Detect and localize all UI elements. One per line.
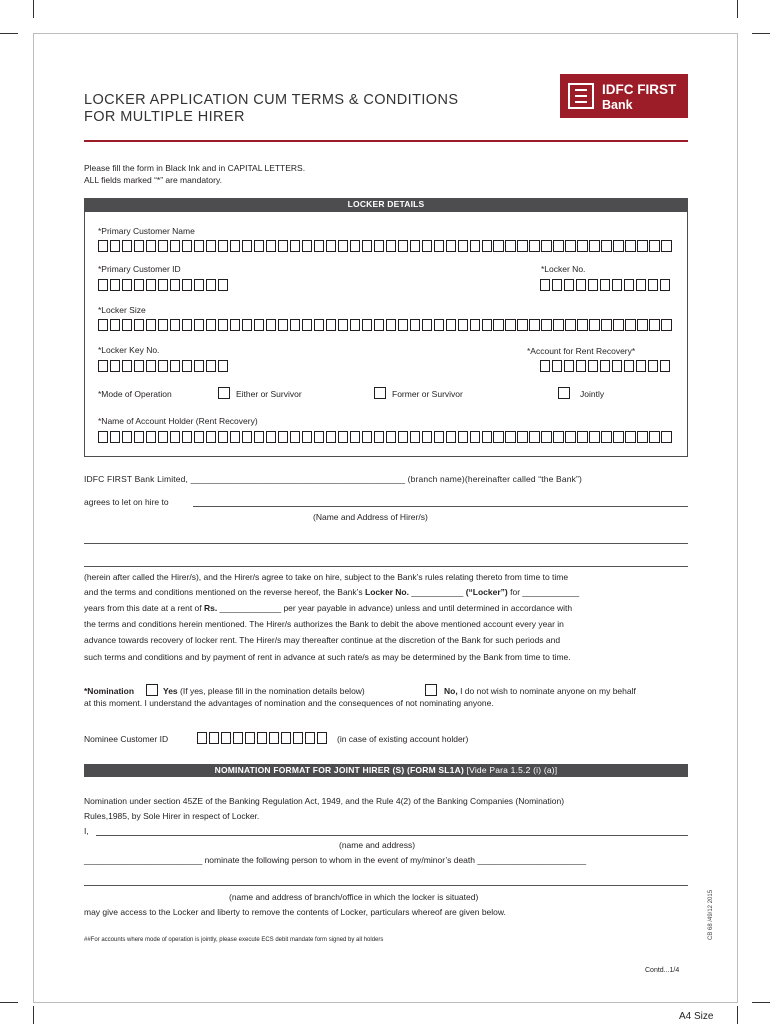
char-box[interactable] <box>625 431 635 443</box>
char-box[interactable] <box>254 431 264 443</box>
logo-text-line1: IDFC FIRST <box>602 82 677 97</box>
char-box[interactable] <box>540 360 550 372</box>
name-address-caption: (name and address) <box>339 840 416 850</box>
char-box[interactable] <box>209 732 219 744</box>
char-box[interactable] <box>493 431 503 443</box>
char-box[interactable] <box>134 279 144 291</box>
char-box[interactable] <box>601 431 611 443</box>
char-box[interactable] <box>637 319 647 331</box>
agreement-para-line1: (herein after called the Hirer/s), and the Hirer/s agree to take on hire, subject to the Bank’s rules relating thereto from time to time <box>84 572 569 582</box>
char-box[interactable] <box>565 240 575 252</box>
hirer-address-line-2[interactable] <box>84 566 688 567</box>
nomination-yes-text: (If yes, please fill in the nomination details below) <box>180 686 365 696</box>
nomination-format-line1: Nomination under section 45ZE of the Banking Regulation Act, 1949, and the Rule 4(2) of the Banking Companies (Nomination) <box>84 796 565 806</box>
mode-of-operation-label: *Mode of Operation <box>98 389 172 399</box>
char-box[interactable] <box>600 360 610 372</box>
char-box[interactable] <box>410 319 420 331</box>
char-box[interactable] <box>553 431 563 443</box>
char-box[interactable] <box>613 319 623 331</box>
char-box[interactable] <box>170 279 180 291</box>
nominee-blank[interactable]: _________________________ <box>84 855 203 865</box>
char-box[interactable] <box>134 319 144 331</box>
char-box[interactable] <box>182 360 192 372</box>
char-box[interactable] <box>422 431 432 443</box>
char-box[interactable] <box>470 240 480 252</box>
char-box[interactable] <box>110 360 120 372</box>
nomination-format-title: NOMINATION FORMAT FOR JOINT HIRER (S) (FORM SL1A) <box>214 765 464 775</box>
crop-mark <box>33 1006 34 1024</box>
char-box[interactable] <box>206 360 216 372</box>
page-marker: Contd...1/4 <box>645 967 680 974</box>
nominee-customer-id-input[interactable] <box>197 732 329 744</box>
char-box[interactable] <box>194 360 204 372</box>
char-box[interactable] <box>493 319 503 331</box>
char-box[interactable] <box>338 319 348 331</box>
hire-years-blank[interactable]: for ____________ <box>510 587 580 597</box>
char-box[interactable] <box>612 279 622 291</box>
char-box[interactable] <box>146 360 156 372</box>
nomination-format-heading <box>84 764 688 777</box>
locker-size-label: *Locker Size <box>98 305 146 315</box>
char-box[interactable] <box>589 431 599 443</box>
char-box[interactable] <box>281 732 291 744</box>
char-box[interactable] <box>601 319 611 331</box>
char-box[interactable] <box>290 319 300 331</box>
char-box[interactable] <box>170 240 180 252</box>
locker-size-input[interactable] <box>98 319 673 331</box>
char-box[interactable] <box>254 319 264 331</box>
char-box[interactable] <box>565 431 575 443</box>
char-box[interactable] <box>541 240 551 252</box>
char-box[interactable] <box>134 360 144 372</box>
char-box[interactable] <box>552 279 562 291</box>
char-box[interactable] <box>194 240 204 252</box>
nomination-yes-line <box>163 686 365 697</box>
char-box[interactable] <box>218 431 228 443</box>
locker-no-bold: Locker No. <box>365 587 409 597</box>
locker-no-input[interactable] <box>540 279 672 291</box>
form-code: CB 68 /49/12 2015 <box>708 889 714 940</box>
char-box[interactable] <box>230 240 240 252</box>
char-box[interactable] <box>589 319 599 331</box>
char-box[interactable] <box>230 431 240 443</box>
char-box[interactable] <box>221 732 231 744</box>
char-box[interactable] <box>529 240 539 252</box>
nominee-customer-id-hint: (in case of existing account holder) <box>337 734 469 744</box>
char-box[interactable] <box>170 360 180 372</box>
char-box[interactable] <box>290 431 300 443</box>
nominate-text: nominate the following person to whom in the event of my/minor’s death <box>204 855 475 865</box>
char-box[interactable] <box>314 431 324 443</box>
char-box[interactable] <box>446 240 456 252</box>
char-box[interactable] <box>564 279 574 291</box>
nomination-label: *Nomination <box>84 686 135 696</box>
char-box[interactable] <box>266 319 276 331</box>
char-box[interactable] <box>98 279 108 291</box>
char-box[interactable] <box>434 240 444 252</box>
char-box[interactable] <box>158 360 168 372</box>
locker-key-no-input[interactable] <box>98 360 230 372</box>
char-box[interactable] <box>446 319 456 331</box>
instruction-line1: Please fill the form in Black Ink and in CAPITAL LETTERS. <box>84 163 306 173</box>
nominator-name-line[interactable] <box>96 835 688 836</box>
char-box[interactable] <box>302 240 312 252</box>
char-box[interactable] <box>648 360 658 372</box>
char-box[interactable] <box>278 240 288 252</box>
char-box[interactable] <box>206 240 216 252</box>
char-box[interactable] <box>410 431 420 443</box>
rent-amount-blank[interactable]: _____________ per year payable in advance) unless and until determined in accordance with <box>219 603 573 613</box>
char-box[interactable] <box>661 319 671 331</box>
char-box[interactable] <box>293 732 303 744</box>
char-box[interactable] <box>517 240 527 252</box>
char-box[interactable] <box>362 431 372 443</box>
char-box[interactable] <box>233 732 243 744</box>
char-box[interactable] <box>134 240 144 252</box>
char-box[interactable] <box>470 319 480 331</box>
char-box[interactable] <box>338 431 348 443</box>
char-box[interactable] <box>374 319 384 331</box>
form-title <box>84 92 458 126</box>
char-box[interactable] <box>624 279 634 291</box>
char-box[interactable] <box>317 732 327 744</box>
size-label: A4 Size <box>679 1011 714 1022</box>
char-box[interactable] <box>458 431 468 443</box>
char-box[interactable] <box>266 240 276 252</box>
either-or-survivor-label: Either or Survivor <box>236 389 302 399</box>
agreement-para-line2 <box>84 587 579 598</box>
jointly-checkbox[interactable] <box>558 387 570 399</box>
crop-mark <box>737 0 738 18</box>
char-box[interactable] <box>350 319 360 331</box>
char-box[interactable] <box>98 319 108 331</box>
char-box[interactable] <box>206 431 216 443</box>
hirer-name-line[interactable] <box>193 506 688 507</box>
char-box[interactable] <box>122 431 132 443</box>
char-box[interactable] <box>470 431 480 443</box>
char-box[interactable] <box>278 431 288 443</box>
char-box[interactable] <box>625 240 635 252</box>
char-box[interactable] <box>110 319 120 331</box>
account-holder-name-input[interactable] <box>98 431 673 443</box>
nomination-line2: at this moment. I understand the advantages of nomination and the consequences of not nominating anyone. <box>84 698 494 708</box>
char-box[interactable] <box>482 319 492 331</box>
char-box[interactable] <box>637 240 647 252</box>
char-box[interactable] <box>576 279 586 291</box>
char-box[interactable] <box>649 240 659 252</box>
char-box[interactable] <box>482 240 492 252</box>
nomination-no-checkbox[interactable] <box>425 684 437 696</box>
char-box[interactable] <box>564 360 574 372</box>
primary-customer-name-label: *Primary Customer Name <box>98 226 195 236</box>
char-box[interactable] <box>517 431 527 443</box>
char-box[interactable] <box>482 431 492 443</box>
char-box[interactable] <box>422 319 432 331</box>
char-box[interactable] <box>386 431 396 443</box>
form-title-line2: FOR MULTIPLE HIRER <box>84 109 245 125</box>
char-box[interactable] <box>338 240 348 252</box>
char-box[interactable] <box>637 431 647 443</box>
hirer-name-caption: (Name and Address of Hirer/s) <box>313 512 428 522</box>
char-box[interactable] <box>624 360 634 372</box>
char-box[interactable] <box>326 431 336 443</box>
account-rent-recovery-input[interactable] <box>540 360 672 372</box>
char-box[interactable] <box>577 319 587 331</box>
char-box[interactable] <box>146 279 156 291</box>
char-box[interactable] <box>458 319 468 331</box>
char-box[interactable] <box>517 319 527 331</box>
crop-mark <box>752 1002 770 1003</box>
char-box[interactable] <box>398 319 408 331</box>
char-box[interactable] <box>505 319 515 331</box>
char-box[interactable] <box>206 319 216 331</box>
branch-blank[interactable]: _______________________ <box>477 855 587 865</box>
primary-customer-name-input[interactable] <box>98 240 673 252</box>
char-box[interactable] <box>218 360 228 372</box>
footnote: ##For accounts where mode of operation is jointly, please execute ECS debit mandate form signed by all holders <box>84 937 384 943</box>
char-box[interactable] <box>386 240 396 252</box>
account-rent-recovery-label: *Account for Rent Recovery* <box>527 346 636 356</box>
char-box[interactable] <box>540 279 550 291</box>
char-box[interactable] <box>565 319 575 331</box>
char-box[interactable] <box>266 431 276 443</box>
former-or-survivor-label: Former or Survivor <box>392 389 463 399</box>
char-box[interactable] <box>158 431 168 443</box>
char-box[interactable] <box>278 319 288 331</box>
char-box[interactable] <box>600 279 610 291</box>
instruction-line2: ALL fields marked “*” are mandatory. <box>84 175 222 185</box>
logo-text-line2: Bank <box>602 98 633 112</box>
char-box[interactable] <box>589 240 599 252</box>
primary-customer-id-input[interactable] <box>98 279 230 291</box>
char-box[interactable] <box>182 319 192 331</box>
logo-mark-icon <box>568 83 594 109</box>
agrees-to-let-label: agrees to let on hire to <box>84 497 169 507</box>
char-box[interactable] <box>218 240 228 252</box>
char-box[interactable] <box>305 732 315 744</box>
char-box[interactable] <box>302 319 312 331</box>
char-box[interactable] <box>661 240 671 252</box>
char-box[interactable] <box>242 431 252 443</box>
char-box[interactable] <box>458 240 468 252</box>
char-box[interactable] <box>434 431 444 443</box>
nomination-format-ref: [Vide Para 1.5.2 (i) (a)] <box>466 765 558 775</box>
char-box[interactable] <box>269 732 279 744</box>
char-box[interactable] <box>613 431 623 443</box>
char-box[interactable] <box>446 431 456 443</box>
char-box[interactable] <box>601 240 611 252</box>
char-box[interactable] <box>326 319 336 331</box>
char-box[interactable] <box>182 240 192 252</box>
char-box[interactable] <box>422 240 432 252</box>
char-box[interactable] <box>577 431 587 443</box>
agreement-para-line3 <box>84 603 572 614</box>
account-holder-name-label: *Name of Account Holder (Rent Recovery) <box>98 416 258 426</box>
char-box[interactable] <box>146 431 156 443</box>
branch-address-caption: (name and address of branch/office in which the locker is situated) <box>229 892 479 902</box>
branch-address-line[interactable] <box>84 885 688 886</box>
agreement-text: years from this date at a rent of <box>84 603 202 613</box>
char-box[interactable] <box>612 360 622 372</box>
char-box[interactable] <box>588 360 598 372</box>
char-box[interactable] <box>374 431 384 443</box>
char-box[interactable] <box>314 319 324 331</box>
crop-mark <box>737 1006 738 1024</box>
char-box[interactable] <box>505 240 515 252</box>
char-box[interactable] <box>636 279 646 291</box>
char-box[interactable] <box>98 240 108 252</box>
char-box[interactable] <box>146 319 156 331</box>
char-box[interactable] <box>625 319 635 331</box>
char-box[interactable] <box>588 279 598 291</box>
nomination-format-i: I, <box>84 826 89 836</box>
char-box[interactable] <box>206 279 216 291</box>
locker-access-line: may give access to the Locker and liberty to remove the contents of Locker, particulars whereof are given below. <box>84 907 506 917</box>
char-box[interactable] <box>110 240 120 252</box>
char-box[interactable] <box>434 319 444 331</box>
char-box[interactable] <box>170 431 180 443</box>
locker-no-blank[interactable]: ___________ <box>411 587 464 597</box>
nomination-no-text: I do not wish to nominate anyone on my behalf <box>460 686 636 696</box>
char-box[interactable] <box>245 732 255 744</box>
char-box[interactable] <box>218 279 228 291</box>
agreement-para-line5: advance towards recovery of locker rent. The Hirer/s may thereafter continue at the discretion of the Bank for such periods and <box>84 635 561 645</box>
char-box[interactable] <box>158 279 168 291</box>
nomination-no-label: No, <box>444 686 458 696</box>
bank-logo <box>560 74 688 118</box>
char-box[interactable] <box>636 360 646 372</box>
char-box[interactable] <box>110 431 120 443</box>
char-box[interactable] <box>541 431 551 443</box>
char-box[interactable] <box>242 319 252 331</box>
char-box[interactable] <box>218 319 228 331</box>
either-or-survivor-checkbox[interactable] <box>218 387 230 399</box>
bank-branch-line: IDFC FIRST Bank Limited, ____________________________________________ (branch name)(hereinafter called “the Bank”) <box>84 474 582 484</box>
former-or-survivor-checkbox[interactable] <box>374 387 386 399</box>
char-box[interactable] <box>146 240 156 252</box>
char-box[interactable] <box>613 240 623 252</box>
char-box[interactable] <box>529 431 539 443</box>
char-box[interactable] <box>577 240 587 252</box>
char-box[interactable] <box>493 240 503 252</box>
locker-no-label: *Locker No. <box>541 264 586 274</box>
nomination-no-line <box>444 686 636 697</box>
agreement-text: and the terms and conditions mentioned on the reverse hereof, the Bank’s <box>84 587 363 597</box>
char-box[interactable] <box>122 360 132 372</box>
char-box[interactable] <box>290 240 300 252</box>
crop-mark <box>0 33 18 34</box>
char-box[interactable] <box>350 431 360 443</box>
jointly-label: Jointly <box>580 389 605 399</box>
char-box[interactable] <box>541 319 551 331</box>
char-box[interactable] <box>505 431 515 443</box>
agreement-para-line6: such terms and conditions and by payment of rent in advance at such rate/s as may be determined by the Bank from time to time. <box>84 652 571 662</box>
nomination-format-line2: Rules,1985, by Sole Hirer in respect of Locker. <box>84 811 260 821</box>
char-box[interactable] <box>326 240 336 252</box>
char-box[interactable] <box>194 279 204 291</box>
char-box[interactable] <box>194 431 204 443</box>
char-box[interactable] <box>398 431 408 443</box>
char-box[interactable] <box>194 319 204 331</box>
hirer-address-line-1[interactable] <box>84 543 688 544</box>
form-title-line1: LOCKER APPLICATION CUM TERMS & CONDITIONS <box>84 92 459 108</box>
char-box[interactable] <box>98 360 108 372</box>
nomination-yes-checkbox[interactable] <box>146 684 158 696</box>
char-box[interactable] <box>197 732 207 744</box>
char-box[interactable] <box>553 240 563 252</box>
nominate-line <box>84 855 586 866</box>
char-box[interactable] <box>110 279 120 291</box>
char-box[interactable] <box>576 360 586 372</box>
rupees-bold: Rs. <box>204 603 218 613</box>
char-box[interactable] <box>553 319 563 331</box>
char-box[interactable] <box>660 360 670 372</box>
char-box[interactable] <box>302 431 312 443</box>
locker-key-no-label: *Locker Key No. <box>98 345 160 355</box>
char-box[interactable] <box>410 240 420 252</box>
char-box[interactable] <box>552 360 562 372</box>
char-box[interactable] <box>170 319 180 331</box>
locker-term-bold: (“Locker”) <box>465 587 508 597</box>
crop-mark <box>33 0 34 18</box>
char-box[interactable] <box>649 431 659 443</box>
char-box[interactable] <box>362 319 372 331</box>
header-rule <box>84 140 688 142</box>
locker-details-heading: LOCKER DETAILS <box>84 198 688 211</box>
char-box[interactable] <box>350 240 360 252</box>
char-box[interactable] <box>254 240 264 252</box>
char-box[interactable] <box>158 319 168 331</box>
char-box[interactable] <box>134 431 144 443</box>
char-box[interactable] <box>314 240 324 252</box>
char-box[interactable] <box>122 279 132 291</box>
char-box[interactable] <box>182 431 192 443</box>
nominee-customer-id-label: Nominee Customer ID <box>84 734 169 744</box>
char-box[interactable] <box>242 240 252 252</box>
char-box[interactable] <box>122 240 132 252</box>
char-box[interactable] <box>230 319 240 331</box>
char-box[interactable] <box>649 319 659 331</box>
char-box[interactable] <box>660 279 670 291</box>
char-box[interactable] <box>529 319 539 331</box>
char-box[interactable] <box>122 319 132 331</box>
char-box[interactable] <box>98 431 108 443</box>
char-box[interactable] <box>362 240 372 252</box>
char-box[interactable] <box>257 732 267 744</box>
agreement-para-line4: the terms and conditions herein mentioned. The Hirer/s authorizes the Bank to debit the above mentioned account every year in <box>84 619 564 629</box>
char-box[interactable] <box>182 279 192 291</box>
char-box[interactable] <box>661 431 671 443</box>
nomination-yes-label: Yes <box>163 686 178 696</box>
char-box[interactable] <box>648 279 658 291</box>
crop-mark <box>752 33 770 34</box>
char-box[interactable] <box>374 240 384 252</box>
crop-mark <box>0 1002 18 1003</box>
char-box[interactable] <box>386 319 396 331</box>
char-box[interactable] <box>158 240 168 252</box>
char-box[interactable] <box>398 240 408 252</box>
primary-customer-id-label: *Primary Customer ID <box>98 264 181 274</box>
